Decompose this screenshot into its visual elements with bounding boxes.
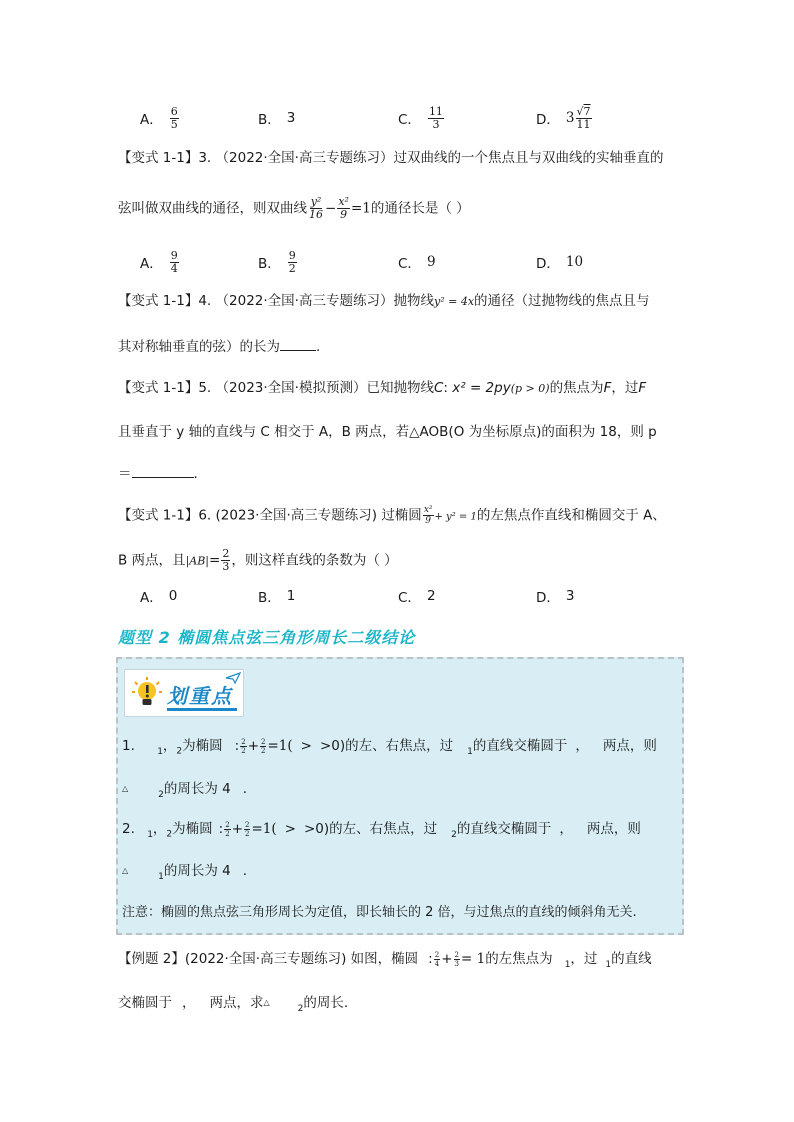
question-text: 过双曲线的一个焦点且与双曲线的实轴垂直的 <box>393 150 664 166</box>
fraction <box>434 951 440 968</box>
point-number: 2. <box>122 821 135 837</box>
option-letter: A． <box>140 590 163 606</box>
q3-option-a <box>140 246 180 278</box>
q5-line2 <box>118 422 684 442</box>
fraction-x2-9 <box>423 505 434 526</box>
option-letter: B． <box>258 590 281 606</box>
period: . <box>193 466 198 482</box>
example2-line1: 【例题 2】(2022·全国·高三专题练习) 如图，椭圆 : $\frac{2}{4}$ + $\frac{2}{3}$ = 1的左焦点为 $_1$，过 $_1$的直线 <box>118 950 652 970</box>
point-text: >0)的左、右焦点，过 <box>319 738 454 754</box>
radicand: 7 <box>583 104 591 118</box>
fraction <box>576 106 592 131</box>
option-value: 0 <box>168 588 178 604</box>
q3-option-c <box>398 246 436 278</box>
equals-one: = 1 <box>460 951 486 967</box>
denominator: 3 <box>222 560 230 573</box>
denominator: 3 <box>454 959 459 968</box>
option-value: 9 <box>426 254 436 270</box>
denominator: 9 <box>340 208 348 221</box>
paper-plane-icon <box>225 672 241 684</box>
curve-label: C <box>433 380 444 396</box>
point-2-line1: 2. $_1$，$_2$为椭圆 : $\frac{2}{2}$ + $\frac{2}{2}$ =1( > >0)的左、右焦点，过 $_2$的直线交椭圆于 ， 两点，则 <box>122 820 641 840</box>
comma: ， <box>575 738 589 754</box>
q6-line1 <box>118 505 684 528</box>
denominator: 16 <box>309 208 323 221</box>
question-text: 的焦点为 <box>549 380 604 396</box>
focus-label: F <box>638 380 647 396</box>
fraction: $\frac{2}{2}$ <box>261 737 266 755</box>
question-tag: 【变式 1-1】5. <box>118 380 212 396</box>
q3-line1 <box>118 148 684 168</box>
badge-label: 划重点 <box>167 684 233 708</box>
coefficient: 3 <box>565 110 575 126</box>
question-source: （2022·全国·高三专题练习） <box>215 293 394 309</box>
point-text: 两点，则 <box>586 821 641 837</box>
question-text: ，则这样直线的条数为（ ） <box>231 552 398 569</box>
denominator: 4 <box>434 959 440 968</box>
equals-one: =1( <box>267 738 293 754</box>
point-2-line2: $\triangle_1$的周长为 4 . <box>122 863 248 882</box>
point-text: >0)的左、右焦点，过 <box>303 821 438 837</box>
point-number: 1. <box>122 738 135 754</box>
minus-sign: − <box>325 200 337 217</box>
abs-ab: |AB| <box>185 554 210 568</box>
option-value: 3 <box>565 588 575 604</box>
formula: y² = 4x <box>433 295 475 308</box>
question-text: 的通径长是（ ） <box>370 200 470 217</box>
greater-than: > <box>300 738 312 754</box>
q5-line3 <box>118 464 684 484</box>
fraction <box>454 951 460 968</box>
option-value: 10 <box>565 254 584 270</box>
q6-option-b <box>258 580 295 612</box>
q6-line2 <box>118 548 684 573</box>
example-text: 如图，椭圆 <box>350 951 419 967</box>
numerator: 9 <box>288 248 296 262</box>
answer-blank[interactable] <box>132 465 194 478</box>
numerator: 2 <box>222 547 230 560</box>
comma: ， <box>152 821 167 837</box>
comma: ， <box>559 821 573 837</box>
point-text: 的直线交椭圆于 <box>472 738 568 754</box>
example-source: (2022·全国·高三专题练习) <box>184 951 347 967</box>
option-letter: C． <box>398 112 421 128</box>
colon: : <box>443 380 453 396</box>
question-source: （2023·全国·模拟预测） <box>215 380 367 396</box>
option-value: 2 <box>426 588 436 604</box>
formula-tail: + y² = 1 <box>434 511 477 523</box>
numerator: 2 <box>454 950 459 959</box>
point-1-line2: $\triangle_2$的周长为 4 . <box>122 781 248 800</box>
point-text: 为椭圆 <box>182 738 223 754</box>
q2-option-b <box>258 102 295 134</box>
badge-underline <box>167 708 237 711</box>
comma: ， <box>182 995 196 1011</box>
fraction: $\frac{2}{2}$ <box>245 820 250 838</box>
lightbulb-icon <box>131 676 163 708</box>
example-text: 的左焦点为 <box>485 951 553 967</box>
example-tag: 【例题 2】 <box>118 951 185 967</box>
numerator: y² <box>310 195 322 208</box>
example-text: ，过 <box>570 951 598 967</box>
q4-line1 <box>118 291 684 312</box>
denominator: 4 <box>170 261 178 275</box>
numerator: x² <box>423 505 433 515</box>
q2-option-d <box>536 102 593 134</box>
comma: ， <box>162 738 177 754</box>
fraction: $\frac{2}{2}$ <box>241 737 246 755</box>
denominator: 5 <box>170 117 178 131</box>
example-text: 的周长. <box>303 995 349 1011</box>
fraction: $\frac{2}{2}$ <box>225 820 230 838</box>
question-tag: 【变式 1-1】6. <box>118 507 212 524</box>
q4-line2 <box>118 337 684 357</box>
equals: = <box>209 552 221 569</box>
answer-blank[interactable] <box>280 338 316 351</box>
option-letter: A． <box>140 112 163 128</box>
numerator: 6 <box>170 104 178 118</box>
question-text: 其对称轴垂直的弦）的长为 <box>118 339 280 355</box>
option-value: 1 <box>286 588 296 604</box>
point-text: 的周长为 4 <box>163 863 231 879</box>
question-text: 的通径（过抛物线的焦点且与 <box>474 293 650 309</box>
q5-line1 <box>118 378 684 399</box>
question-text: ，过 <box>611 380 639 396</box>
option-letter: B． <box>258 256 281 272</box>
option-letter: C． <box>398 590 421 606</box>
fraction-y2-16 <box>308 196 324 221</box>
triangle-symbol: △ <box>263 998 270 1007</box>
question-tag: 【变式 1-1】4. <box>118 293 212 309</box>
numerator: √7 <box>576 104 591 118</box>
fraction <box>170 250 179 275</box>
denominator: 2 <box>288 261 296 275</box>
example-text: 两点，求 <box>209 995 264 1011</box>
option-value: 3 <box>286 110 296 126</box>
question-text: B 两点，且 <box>118 552 186 569</box>
fraction <box>428 106 444 131</box>
greater-than: > <box>284 821 296 837</box>
formula: x² = 2py <box>452 380 511 396</box>
plus-sign: + <box>441 951 453 967</box>
equals-one: =1( <box>251 821 277 837</box>
example-text: 的直线 <box>611 951 652 967</box>
question-source: （2022·全国·高三专题练习） <box>215 150 394 166</box>
question-tag: 【变式 1-1】3. <box>118 150 212 166</box>
q3-option-d <box>536 246 583 278</box>
example2-line2: 交椭圆于 ， 两点，求$\triangle_2$的周长. <box>118 995 349 1014</box>
option-letter: D． <box>536 256 560 272</box>
fraction-x2-9 <box>337 196 350 221</box>
question-text: 已知抛物线 <box>366 380 434 396</box>
fraction <box>170 106 179 131</box>
q2-options <box>140 102 700 134</box>
point-text: 的周长为 4 <box>163 781 231 797</box>
equals: ＝ <box>118 466 132 482</box>
q6-options <box>140 580 700 612</box>
triangle-symbol: △ <box>122 866 129 875</box>
section-title: 题型 2 椭圆焦点弦三角形周长二级结论 <box>118 628 416 647</box>
option-letter: B． <box>258 112 281 128</box>
fraction-2-3 <box>221 548 230 573</box>
q6-option-d <box>536 580 575 612</box>
point-text: 两点，则 <box>602 738 657 754</box>
highlight-box <box>116 657 684 935</box>
period: . <box>242 863 248 879</box>
key-point-badge <box>124 669 244 717</box>
question-text: 弦叫做双曲线的通径，则双曲线 <box>118 200 307 217</box>
question-source: (2023·全国·高三专题练习) <box>215 507 378 524</box>
question-text: 且垂直于 y 轴的直线与 C 相交于 A，B 两点，若△AOB(O 为坐标原点)的面积为 18，则 p <box>118 424 657 440</box>
question-text: 的左焦点作直线和椭圆交于 A、 <box>476 507 666 524</box>
denominator: 9 <box>425 516 432 526</box>
q3-option-b <box>258 246 298 278</box>
numerator: 9 <box>170 248 178 262</box>
fraction <box>288 250 297 275</box>
example-text: 交椭圆于 <box>118 995 172 1011</box>
denominator: 3 <box>432 117 440 131</box>
question-text: 过椭圆 <box>381 507 422 524</box>
note: 注意：椭圆的焦点弦三角形周长为定值，即长轴长的 2 倍，与过焦点的直线的倾斜角无关. <box>122 905 637 920</box>
option-letter: D． <box>536 112 560 128</box>
point-text: 为椭圆 <box>172 821 213 837</box>
option-letter: D． <box>536 590 560 606</box>
q6-option-c <box>398 580 436 612</box>
q2-option-c <box>398 102 445 134</box>
option-letter: A． <box>140 256 163 272</box>
q2-option-a <box>140 102 180 134</box>
point-text: 的直线交椭圆于 <box>456 821 552 837</box>
triangle-symbol: △ <box>122 784 129 793</box>
numerator: 2 <box>434 950 440 959</box>
focus-label: F <box>603 380 612 396</box>
period: . <box>242 781 248 797</box>
q3-line2 <box>118 196 684 221</box>
equals-one: =1 <box>350 200 371 217</box>
numerator: 11 <box>428 104 443 118</box>
q6-option-a <box>140 580 177 612</box>
option-letter: C． <box>398 256 421 272</box>
denominator: 11 <box>576 117 591 131</box>
q3-options <box>140 246 700 278</box>
point-1-line1: 1. $_1$，$_2$为椭圆 : $\frac{2}{2}$ + $\frac{2}{2}$ =1( > >0)的左、右焦点，过 $_1$的直线交椭圆于 ， 两点，则 <box>122 737 657 757</box>
condition: (p > 0) <box>510 382 550 395</box>
period: . <box>316 339 321 355</box>
numerator: x² <box>338 195 349 208</box>
question-text: 抛物线 <box>393 293 434 309</box>
